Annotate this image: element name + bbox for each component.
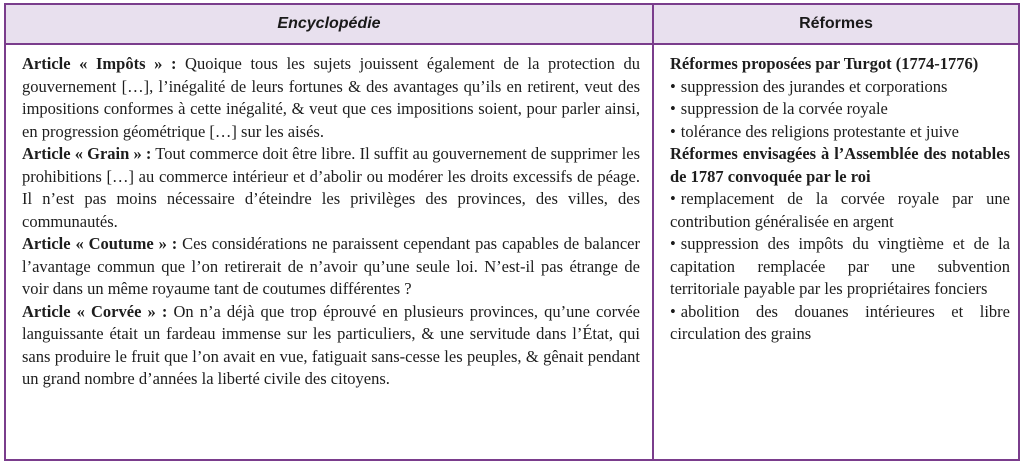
bullet-icon: • [670, 301, 676, 321]
list-item: • remplacement de la corvée royale par une contribution généralisée en argent [670, 189, 1010, 231]
encyclopedie-column [6, 45, 654, 459]
bullet-icon: • [670, 121, 676, 141]
list-item: • suppression de la corvée royale [670, 99, 888, 118]
bullet-icon: • [670, 234, 676, 253]
reform-heading-notables: Réformes envisagées à l’Assemblée des notables de 1787 convoquée par le roi [670, 144, 1010, 186]
reform-heading-turgot: Réformes proposées par Turgot (1774-1776) [670, 54, 979, 73]
list-item: • suppression des impôts du vingtième et de la capitation remplacée par une subvention territoriale payable par les propriétaires fonciers [670, 234, 1010, 298]
header-encyclopedie: Encyclopédie [6, 5, 654, 45]
bullet-icon: • [670, 189, 676, 208]
reformes-column [654, 45, 1018, 459]
article-title: Article « Corvée » : [22, 301, 168, 321]
list-item: • suppression des jurandes et corporations [670, 76, 948, 96]
article-text: On n’a déjà que trop éprouvé en plusieurs provinces, qu’une corvée languissante était un fardeau immense sur les particuliers, & une servitude dans l’État, qui sans produire le fruit que l’on avait en vue, fatiguait sans-cesse les peuples, & gênait pendant un grand nombre d’années la liberté civile des citoyens. [22, 301, 640, 388]
article-corvee [22, 301, 640, 391]
comparison-table [4, 3, 1020, 461]
bullet-icon: • [670, 99, 676, 118]
article-coutume [22, 233, 640, 301]
reform-list-notables [670, 188, 1010, 346]
header-reformes: Réformes [654, 5, 1018, 45]
article-title: Article « Grain » : [22, 144, 152, 163]
article-title: Article « Coutume » : [22, 234, 178, 253]
article-text: Quoique tous les sujets jouissent également de la protection du gouvernement […], l’inégalité de leurs fortunes & des avantages qu’ils en retirent, veut des impositions conformes à cette inégalité, & veut que ces impositions soient, pour parler ainsi, en progression géométrique […] sur les aisés. [22, 54, 640, 141]
reform-list-turgot [670, 76, 1010, 144]
article-grain [22, 143, 640, 233]
article-text: Tout commerce doit être libre. Il suffit au gouvernement de supprimer les prohibitions […] au commerce intérieur et d’abolir ou modérer les droits excessifs de péage. Il n’est pas moins nécessaire d’éteindre les privilèges des provinces, des villes, des communautés. [22, 144, 640, 231]
article-title: Article « Impôts » : [22, 54, 177, 73]
article-text: Ces considérations ne paraissent cependant pas capables de balancer l’avantage commun que l’on retirerait de n’avoir qu’une seule loi. N’est-il pas étrange de voir dans un même royaume tant de coutumes différentes ? [22, 234, 640, 298]
bullet-icon: • [670, 76, 676, 96]
article-impots [22, 53, 640, 143]
list-item: • tolérance des religions protestante et juive [670, 121, 959, 141]
list-item: • abolition des douanes intérieures et libre circulation des grains [670, 301, 1010, 343]
